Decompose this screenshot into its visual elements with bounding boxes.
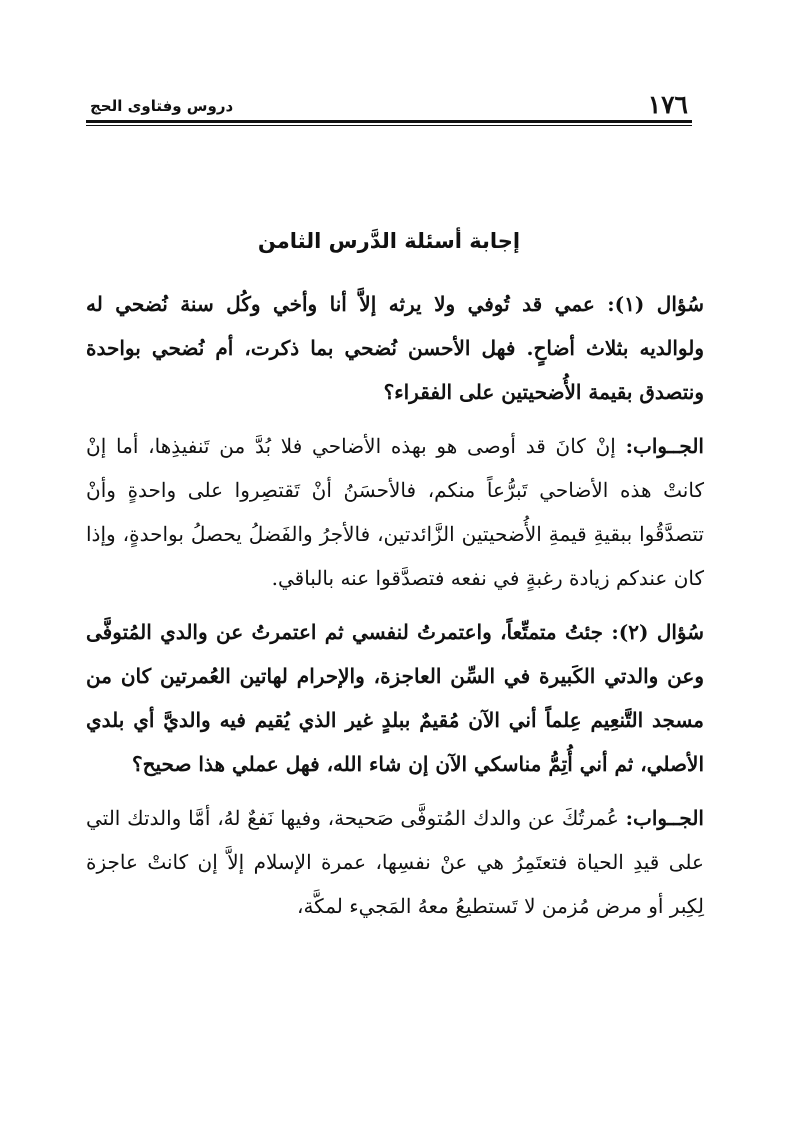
page-header [86,92,692,122]
answer-1-label: الجــواب: [625,434,704,458]
answer-1 [86,424,704,600]
page-body [86,282,704,938]
answer-1-text: إنْ كانَ قد أوصى هو بهذه الأضاحي فلا بُدَّ من تَنفيذِها، أما إنْ كانتْ هذه الأضاحي تَبرُّعاً منكم، فالأحسَنُ أنْ تَقتصِروا على واحدةٍ وأنْ تتصدَّقُوا ببقيةِ قيمةِ الأُضحيتين الزَّائدتين، فالأجرُ والفَضلُ يحصلُ بواحدةٍ، وإذا كان عندكم زيادة رغبةٍ في نفعه فتصدَّقوا عنه بالباقي. [86,434,704,590]
question-1 [86,282,704,414]
running-title: دروس وفتاوى الحج [90,97,234,115]
question-1-label: سُؤال (١): [607,292,704,316]
answer-2 [86,796,704,928]
question-1-text: عمي قد تُوفي ولا يرثه إلاَّ أنا وأخي وكُل سنة نُضحي له ولوالديه بثلاث أضاحٍ. فهل الأحسن نُضحي بما ذكرت، أم نُضحي بواحدة ونتصدق بقيمة الأُضحيتين على الفقراء؟ [86,292,704,404]
question-2 [86,610,704,786]
header-rule-thick [86,120,692,123]
answer-2-text: عُمرتُكَ عن والدك المُتوفَّى صَحيحة، وفيها نَفعٌ لهُ، أمَّا والدتك التي على قيدِ الحياة فتعتَمِرُ هي عنْ نفسِها، عمرة الإسلام إلاَّ إن كانتْ عاجزة لِكِبر أو مرض مُزمن لا تَستطيعُ معهُ المَجيء لمكَّة، [86,806,704,918]
question-2-text: جئتُ متمتِّعاً، واعتمرتُ لنفسي ثم اعتمرتُ عن والدي المُتوفَّى وعن والدتي الكَبيرة في السِّن العاجزة، والإحرام لهاتين العُمرتين كان من مسجد التَّنعِيم عِلماً أني الآن مُقيمٌ ببلدٍ غير الذي يُقيم فيه والديَّ أي بلدي الأصلي، ثم أني أُتِمُّ مناسكي الآن إن شاء الله، فهل عملي هذا صحيح؟ [86,620,704,776]
answer-2-label: الجــواب: [625,806,704,830]
question-2-label: سُؤال (٢): [611,620,704,644]
section-title: إجابة أسئلة الدَّرس الثامن [257,229,521,253]
page-number: ١٧٦ [647,90,688,119]
header-rule-thin [86,125,692,126]
